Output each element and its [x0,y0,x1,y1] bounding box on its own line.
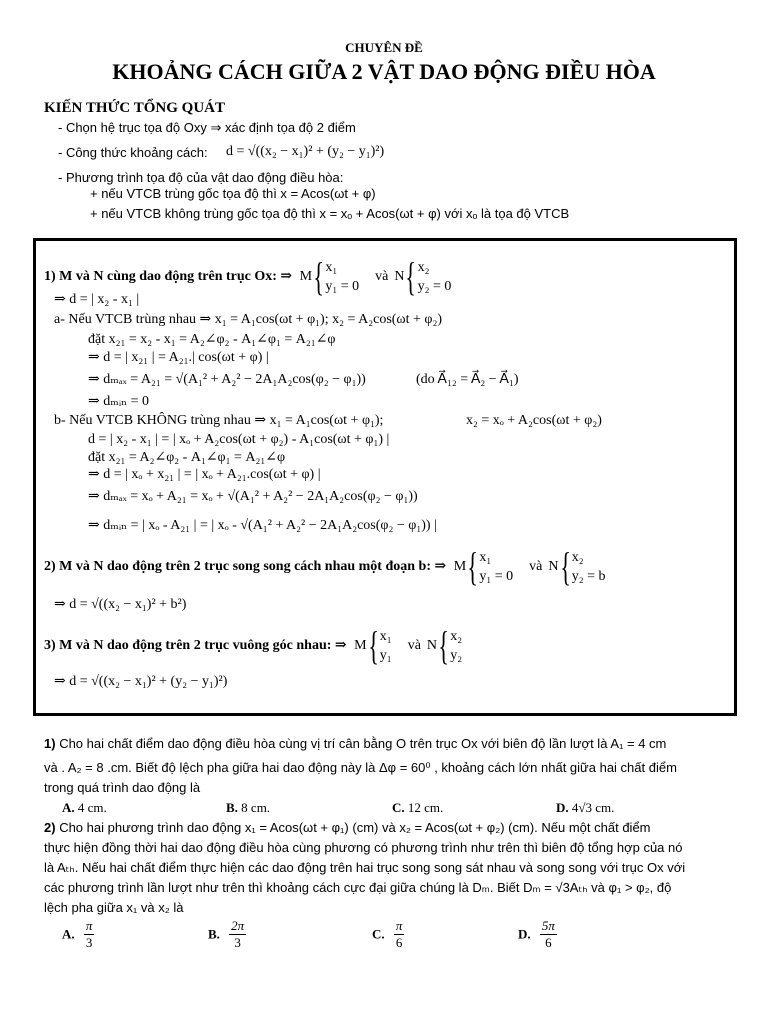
question-1-line3: trong quá trình dao động là [44,780,201,795]
question-2-option-b[interactable] [208,918,246,952]
case1-b-line3: đặt x₂₁ = A₂∠φ₂ - A₁∠φ₁ = A₂₁∠φ [88,450,286,465]
question-2-line5: lệch pha giữa x₁ và x₂ là [44,900,184,915]
option-value: 12 cm. [407,800,444,815]
brace-icon: { [438,623,449,668]
formula-box [33,238,737,716]
option-label: C. [372,926,385,942]
fraction [540,918,557,952]
question-2-option-d[interactable] [518,918,557,952]
m-label: M [299,269,313,285]
case1-point-m [296,254,452,299]
case1-n-x: x₂ [417,260,430,275]
case2-n-y: y₂ = b [571,569,606,584]
option-value: 4 cm. [77,800,107,815]
question-1-option-b[interactable] [226,800,270,816]
question-2-line3: là Aₜₕ. Nếu hai chất điểm thực hiện các dao động trên hai trục song song sát nhau và song song với trục Ox với [44,860,686,875]
page-title: KHOẢNG CÁCH GIỮA 2 VẬT DAO ĐỘNG ĐIỀU HÒA [112,59,656,84]
case2-m-y: y₁ = 0 [479,569,514,584]
case2-point-m [450,544,606,589]
case1-a-line5: ⇒ dₘᵢₙ = 0 [88,394,150,409]
question-1-option-d[interactable] [556,800,614,816]
case1-b-line2: d = | x₂ - x₁ | = | xₒ + A₂cos(ωt + φ₂) - A₁cos(ωt + φ₁) | [88,432,390,447]
option-label: D. [556,800,569,815]
option-label: A. [62,926,75,942]
m-label: M [354,638,367,654]
case3-heading [44,623,463,668]
case1-b-line6: ⇒ dₘᵢₙ = | xₒ - A₂₁ | = | xₒ - √(A₁² + A₂² − 2A₁A₂cos(φ₂ − φ₁)) | [88,518,437,533]
case1-a-line4: ⇒ dₘₐₓ = A₂₁ = √(A₁² + A₂² − 2A₁A₂cos(φ₂ − φ₁)) [88,372,366,387]
case3-distance: ⇒ d = √((x₂ − x₁)² + (y₂ − y₁)²) [54,674,228,689]
brace-icon: { [559,544,571,589]
case3-m-x: x₁ [379,629,392,644]
and-word: và [375,269,389,285]
question-2-number: 2) [44,820,56,835]
case1-b-line4: ⇒ d = | xₒ + x₂₁ | = | xₒ + A₂₁.cos(ωt + φ) | [88,467,321,482]
brace-icon: { [467,544,479,589]
fraction-denominator: 6 [545,935,552,951]
fraction-numerator: π [84,918,95,935]
fraction-denominator: 3 [85,935,93,951]
question-1-text-1: Cho hai chất điểm dao động điều hòa cùng vị trí cân bằng O trên trục Ox với biên độ lần lượt là A₁ = 4 cm [59,736,667,751]
question-2-line2: thực hiện đồng thời hai dao động điều hòa cùng phương có phương trình như trên thì biên độ tổng hợp của nó [44,840,683,855]
case1-m-y: y₁ = 0 [325,279,360,294]
fraction-numerator: 2π [229,918,246,935]
fraction-denominator: 3 [234,935,241,951]
case1-b-line5: ⇒ dₘₐₓ = xₒ + A₂₁ = xₒ + √(A₁² + A₂² − 2A₁A₂cos(φ₂ − φ₁)) [88,489,418,504]
question-2-option-a[interactable] [62,918,94,952]
option-label: A. [62,800,75,815]
case1-distance: ⇒ d = | x₂ - x₁ | [54,292,140,307]
question-2-line4: các phương trình lần lượt như trên thì khoảng cách cực đại giữa chúng là Dₘ. Biết Dₘ = √3Aₜₕ và φ₁ > φ₂, độ [44,880,672,895]
general-line-4: + nếu VTCB trùng gốc tọa độ thì x = Acos(ωt + φ) [90,186,376,201]
case1-heading-text: 1) M và N cùng dao động trên trục Ox: ⇒ [44,269,293,285]
case1-m-x: x₁ [325,260,338,275]
n-label: N [394,269,405,285]
and-word: và [407,638,421,654]
option-label: D. [518,926,531,942]
question-2-text-1: Cho hai phương trình dao động x₁ = Acos(ωt + φ₁) (cm) và x₂ = Acos(ωt + φ₂) (cm). Nếu một chất điểm [59,820,651,835]
n-label: N [548,559,559,575]
fraction [84,918,95,952]
option-label: B. [208,926,220,942]
fraction-numerator: 5π [540,918,557,935]
question-2-option-c[interactable] [372,918,404,952]
brace-icon: { [367,623,379,668]
case3-heading-text: 3) M và N dao động trên 2 trục vuông góc nhau: ⇒ [44,638,347,654]
case1-a-line3: ⇒ d = | x₂₁ | = A₂₁.| cos(ωt + φ) | [88,350,269,365]
brace-icon: { [313,254,325,299]
case3-m-y: y₁ [379,648,392,663]
question-1-option-a[interactable] [62,800,107,816]
general-line-2-label: - Công thức khoảng cách: [58,145,208,160]
general-line-3: - Phương trình tọa độ của vật dao động điều hòa: [58,170,344,185]
question-1-number: 1) [44,736,56,751]
question-2-line1 [44,820,651,836]
case3-n-y: y₂ [450,648,463,663]
option-label: B. [226,800,238,815]
fraction [229,918,246,952]
question-1-line2: và . A₂ = 8 .cm. Biết độ lệch pha giữa hai dao động này là Δφ = 60⁰ , khoảng cách lớn nhất giữa hai chất điểm [44,760,677,775]
fraction-numerator: π [394,918,405,935]
case1-a-line1: a- Nếu VTCB trùng nhau ⇒ x₁ = A₁cos(ωt + φ₁); x₂ = A₂cos(ωt + φ₂) [54,312,443,327]
case2-n-x: x₂ [571,550,584,565]
topic-label: CHUYÊN ĐỀ [345,40,423,55]
option-value: 8 cm. [241,800,271,815]
case1-a-note: (do A⃗₁₂ = A⃗₂ − A⃗₁) [416,372,519,387]
general-line-1: - Chọn hệ trục tọa độ Oxy ⇒ xác định tọa độ 2 điểm [58,120,356,135]
m-label: M [453,559,467,575]
option-label: C. [392,800,405,815]
fraction-denominator: 6 [395,935,403,951]
case2-m-x: x₁ [479,550,492,565]
case1-n-y: y₂ = 0 [417,279,452,294]
case2-heading-text: 2) M và N dao động trên 2 trục song song cách nhau một đoạn b: ⇒ [44,559,447,575]
n-label: N [426,638,438,654]
case3-n-x: x₂ [450,629,463,644]
brace-icon: { [405,254,417,299]
case1-b-line1-right: x₂ = xₒ + A₂cos(ωt + φ₂) [466,413,602,428]
option-value: 4√3 cm. [571,800,615,815]
fraction [394,918,405,952]
general-line-5: + nếu VTCB không trùng gốc tọa độ thì x = xₒ + Acos(ωt + φ) với xₒ là tọa độ VTCB [90,206,570,221]
case2-distance: ⇒ d = √((x₂ − x₁)² + b²) [54,597,187,612]
and-word: và [529,559,543,575]
case1-b-line1: b- Nếu VTCB KHÔNG trùng nhau ⇒ x₁ = A₁cos(ωt + φ₁); [54,413,384,428]
case1-a-line2: đặt x₂₁ = x₂ - x₁ = A₂∠φ₂ - A₁∠φ₁ = A₂₁∠φ [88,332,336,347]
distance-formula: d = √((x₂ − x₁)² + (y₂ − y₁)²) [226,144,385,159]
case2-heading [44,544,606,589]
question-1-line1 [44,736,666,752]
case3-point-m [350,623,463,668]
question-1-option-c[interactable] [392,800,443,816]
general-heading: KIẾN THỨC TỔNG QUÁT [44,100,226,116]
